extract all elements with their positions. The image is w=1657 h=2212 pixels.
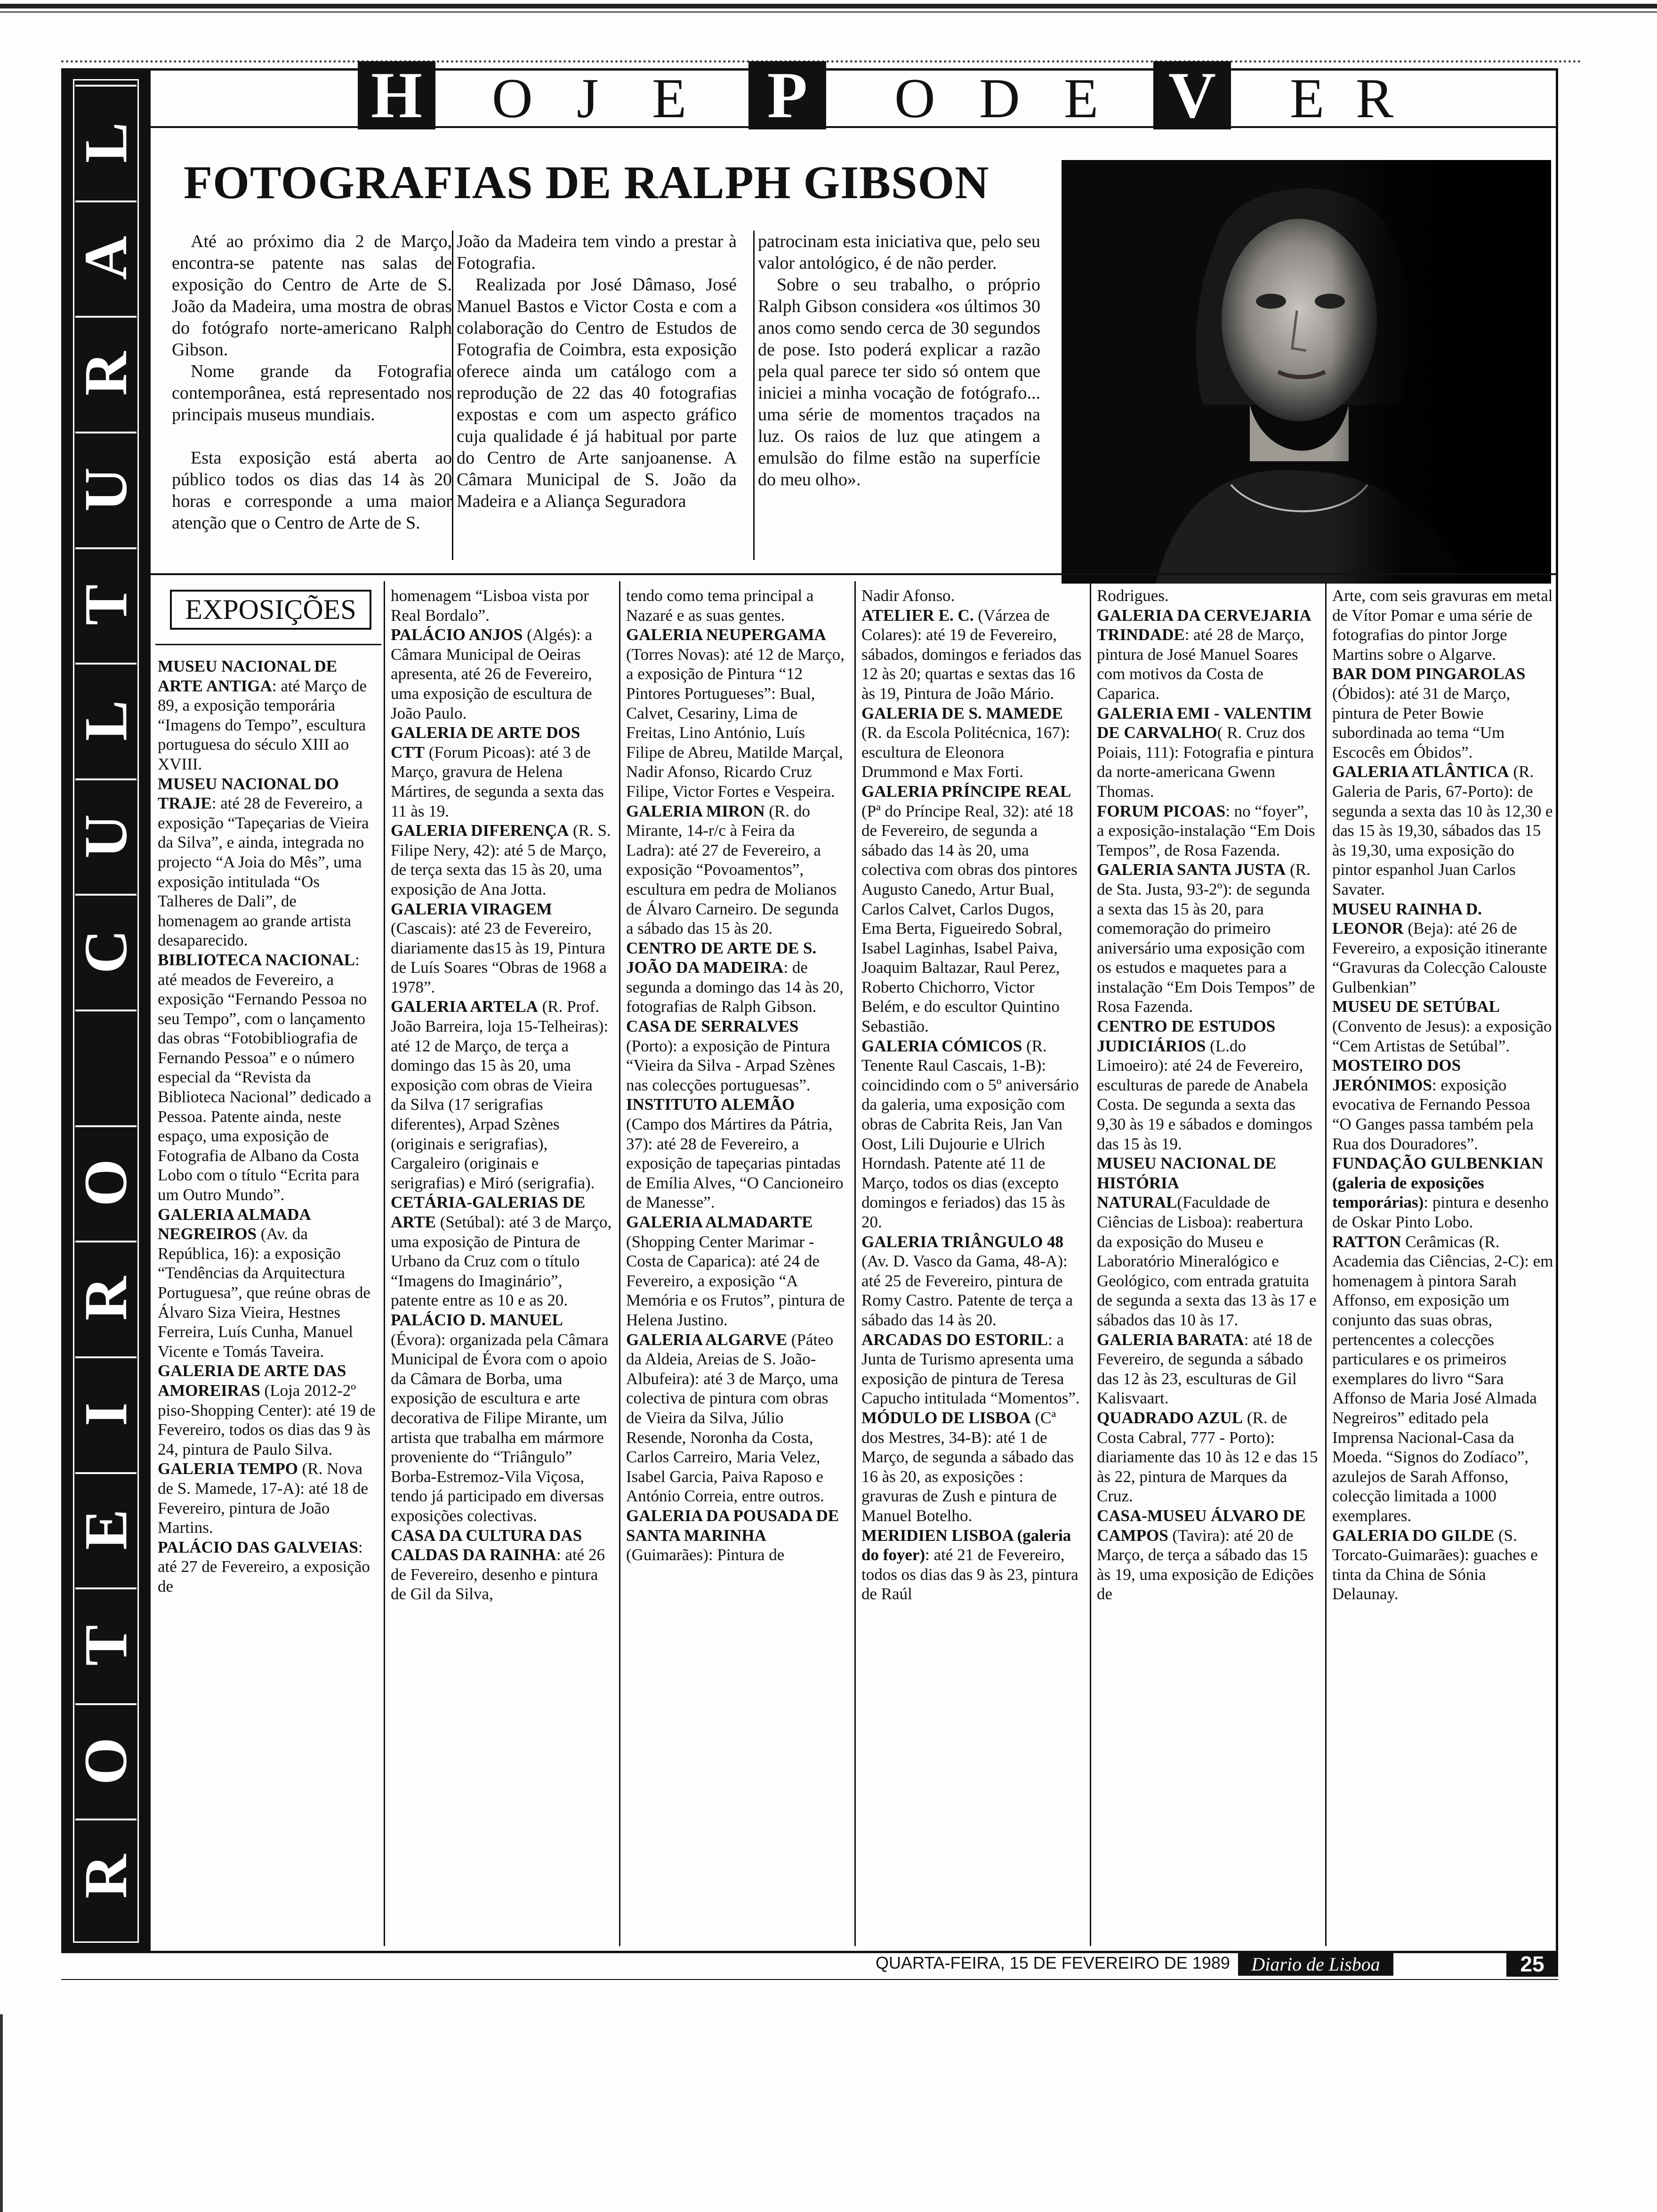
listing-entry — [1097, 1506, 1318, 1604]
paragraph: João da Madeira tem vindo a prestar à Fotografia. — [457, 232, 737, 273]
venue-name: GALERIA ALGARVE — [626, 1330, 788, 1349]
venue-name: PALÁCIO DAS GALVEIAS — [158, 1538, 358, 1556]
listing-text: : exposição evocativa de Fernando Pessoa “O Ganges passa também pela Rua dos Douradores”. — [1332, 1075, 1534, 1153]
listing-text: (R. Nova de S. Mamede, 17-A): até 18 de Fevereiro, pintura de João Martins. — [158, 1459, 369, 1537]
paragraph: Nome grande da Fotografia contemporânea, está representado nos principais museus mundiais. — [172, 361, 452, 425]
listing-entry — [1332, 997, 1553, 1056]
venue-name: GALERIA MIRON — [626, 801, 765, 820]
sidebar-separator — [75, 432, 137, 433]
listing-text: (Setúbal): até 3 de Março, uma exposição de Pintura de Urbano da Cruz com o título “Imagens do Imaginário”, patente entre as 10 e as 20. — [391, 1213, 612, 1310]
listing-entry — [391, 1310, 612, 1526]
listing-text: (L.do Limoeiro): até 24 de Fevereiro, esculturas de parede de Anabela Costa. De segunda a sexta das 9,30 às 19 e sábados e domingos das 15 às 19. — [1097, 1036, 1312, 1153]
listing-text: (R. Prof. João Barreira, loja 15-Telheiras): até 12 de Março, de terça a domingo das 15 às 20, uma exposição com obras de Vieira da Silva (17 serigrafias diferentes), Arpad Szènes (originais e serigrafias), Cargaleiro (originais e serigrafias) e Miró (serigrafia). — [391, 997, 609, 1192]
listing-text: (Tavira): até 20 de Março, de terça a sábado das 15 às 19, uma exposição de Edições de — [1097, 1526, 1314, 1603]
venue-name: PALÁCIO ANJOS — [391, 625, 523, 644]
listing-text: : até Março de 89, a exposição temporária “Imagens do Tempo”, escultura portuguesa do século XIII ao XVIII. — [158, 676, 367, 773]
venue-name: MUSEU RAINHA D. LEONOR — [1332, 899, 1482, 938]
listing-text: Cerâmicas (R. Academia das Ciências, 2-C): em homenagem à pintora Sarah Affonso, em exposição um conjunto das suas obras, pertencentes a colecções particulares e os primeiros exemplares do livro “Sara Affonso de Maria José Almada Negreiros” editado pela Imprensa Nacional-Casa da Moeda. “Signos do Zodíaco”, azulejos de Sarah Affonso, colecção limitada a 1000 exemplares. — [1332, 1232, 1553, 1525]
listing-entry — [1097, 606, 1318, 704]
exposicoes-column — [626, 586, 847, 1565]
listing-text: : até 18 de Fevereiro, de segunda a sábado das 12 às 23, esculturas de Gil Kalisvaart. — [1097, 1330, 1312, 1408]
sidebar-separator — [75, 1356, 137, 1358]
venue-name: MUSEU DE SETÚBAL — [1332, 997, 1500, 1016]
listing-entry — [861, 586, 1083, 606]
exposicoes-heading-text: EXPOSIÇÕES — [170, 590, 371, 630]
listing-entry — [158, 1361, 379, 1459]
venue-name: FORUM PICOAS — [1097, 801, 1226, 820]
listing-entry — [626, 1017, 847, 1095]
sidebar-letter: L — [72, 122, 140, 163]
listing-entry — [626, 1095, 847, 1212]
listing-entry — [861, 1232, 1083, 1330]
header-letter: E — [1290, 67, 1325, 129]
listing-text: (Óbidos): até 31 de Março, pintura de Peter Bowie subordinada ao tema “Um Escocês em Óbidos”. — [1332, 684, 1511, 761]
listing-entry — [861, 1036, 1083, 1232]
sidebar-separator — [75, 1010, 137, 1011]
venue-name: GALERIA ATLÂNTICA — [1332, 762, 1509, 781]
exposicoes-column — [1332, 586, 1553, 1604]
venue-name: GALERIA NEUPERGAMA — [626, 625, 826, 644]
listing-entry — [158, 774, 379, 950]
venue-name: MUSEU NACIONAL DE ARTE ANTIGA — [158, 657, 338, 695]
listing-entry — [391, 1193, 612, 1310]
sidebar-separator — [75, 1819, 137, 1820]
listing-entry — [1097, 860, 1318, 1017]
exposicoes-heading — [160, 586, 381, 633]
masthead-diario-de-lisboa: Diario de Lisboa — [1238, 1952, 1393, 1976]
paragraph: Esta exposição está aberta ao público todos os dias das 14 às 20 horas e corresponde a uma maior atenção que o Centro de Arte de S. — [172, 448, 452, 533]
venue-name: MUSEU NACIONAL DO TRAJE — [158, 774, 339, 813]
listing-text: : até 28 de Fevereiro, a exposição “Tapeçarias de Vieira da Silva”, e ainda, integrada no projecto “A Joia do Mês”, uma exposição intitulada “Os Talheres de Dali”, de homenagem ao grande artista desaparecido. — [158, 794, 369, 950]
listing-entry — [1097, 1154, 1318, 1330]
listing-text: : até 21 de Fevereiro, todos os dias das 9 às 23, pintura de Raúl — [861, 1546, 1078, 1603]
listing-text: (Torres Novas): até 12 de Março, a exposição de Pintura “12 Pintores Portugueses”: Bual, Calvet, Cesariny, Lima de Freitas, Lino António, Luís Filipe de Abreu, Matilde Marçal, Nadir Afonso, Ricardo Cruz Filipe, Victor Fortes e Vespeira. — [626, 645, 845, 801]
venue-name: GALERIA DE S. MAMEDE — [861, 704, 1063, 722]
listing-text: (Pª do Príncipe Real, 32): até 18 de Fevereiro, de segunda a sábado das 14 às 20, uma colectiva com obras dos pintores Augusto Canedo, Artur Bual, Carlos Calvet, Carlos Dugos, Ema Berta, Figueiredo Sobral, Isabel Laginhas, Isabel Paiva, Joaquim Baltazar, Raul Perez, Roberto Chichorro, Victor Belém, e do escultor Quintino Sebastião. — [861, 801, 1078, 1036]
footer-date: QUARTA-FEIRA, 15 DE FEVEREIRO DE 1989 — [876, 1953, 1230, 1972]
listing-entry — [861, 1408, 1083, 1526]
header-boxed-letter: V — [1153, 61, 1231, 129]
listing-entry — [158, 1538, 379, 1596]
venue-name: FUNDAÇÃO GULBENKIAN (galeria de exposições temporárias) — [1332, 1154, 1544, 1212]
header-letter: E — [1064, 67, 1099, 129]
footer-rule — [61, 1979, 1558, 1980]
sidebar-letter: O — [72, 1159, 140, 1207]
venue-name: GALERIA BARATA — [1097, 1330, 1244, 1349]
sidebar-letter: I — [72, 1402, 140, 1426]
venue-name: ATELIER E. C. — [861, 606, 974, 625]
listing-entry — [626, 801, 847, 938]
venue-name: ARCADAS DO ESTORIL — [861, 1330, 1048, 1349]
venue-name: CETÁRIA-GALERIAS DE ARTE — [391, 1193, 586, 1231]
column-rule — [452, 231, 453, 560]
section-divider — [151, 573, 1558, 575]
listing-entry — [391, 899, 612, 997]
sidebar-separator — [75, 1241, 137, 1242]
listing-text: (Cª dos Mestres, 34-B): até 1 de Março, de segunda a sábado das 16 às 20, as exposições : gravuras de Zush e pintura de Manuel Botelho. — [861, 1408, 1074, 1525]
listing-entry — [861, 1526, 1083, 1604]
venue-name: GALERIA DE ARTE DOS CTT — [391, 723, 580, 761]
listing-entry — [391, 586, 612, 625]
listing-text: Rodrigues. — [1097, 586, 1169, 605]
listing-text: (Cascais): até 23 de Fevereiro, diariamente das15 às 19, Pintura de Luís Soares “Obras de 1968 a 1978”. — [391, 919, 607, 996]
listing-entry — [861, 1330, 1083, 1408]
listing-text: tendo como tema principal a Nazaré e as suas gentes. — [626, 586, 814, 625]
sidebar-separator — [75, 547, 137, 549]
venue-name: GALERIA DO GILDE — [1332, 1526, 1495, 1545]
sidebar-separator — [75, 200, 137, 202]
listing-entry — [158, 1205, 379, 1362]
header-letter: E — [652, 67, 687, 129]
venue-name: INSTITUTO ALEMÃO — [626, 1095, 795, 1114]
listing-entry — [391, 625, 612, 723]
top-border — [0, 4, 1657, 8]
venue-name: GALERIA TRIÂNGULO 48 — [861, 1232, 1064, 1251]
listing-text: (Évora): organizada pela Câmara Municipal de Évora com o apoio da Câmara de Borba, uma exposição de escultura e arte decorativa de Filipe Mirante, um artista que trabalha em mármore proveniente do “Triângulo” Borba-Estremoz-Vila Viçosa, tendo já participado em diversas exposições colectivas. — [391, 1330, 609, 1525]
listing-entry — [1332, 1232, 1553, 1526]
column-rule — [854, 581, 856, 1946]
listing-entry — [1097, 586, 1318, 606]
sidebar-separator — [75, 1125, 137, 1127]
listing-entry — [626, 1506, 847, 1565]
listing-text: (Loja 2012-2º piso-Shopping Center): até 19 de Fevereiro, todos os dias das 9 às 24, pintura de Paulo Silva. — [158, 1381, 376, 1459]
listing-text: (R. S. Filipe Nery, 42): até 5 de Março, de terça sexta das 15 às 20, uma exposição de Ana Jotta. — [391, 821, 611, 898]
venue-name: PALÁCIO D. MANUEL — [391, 1310, 563, 1329]
listing-entry — [1332, 1154, 1553, 1232]
listing-entry — [1332, 899, 1553, 997]
header-letter: J — [577, 67, 599, 129]
exposicoes-column — [861, 586, 1083, 1604]
sidebar-letter: R — [72, 1276, 140, 1321]
sidebar-letter: O — [72, 1737, 140, 1785]
listing-entry — [861, 606, 1083, 704]
header-boxed-letter: P — [748, 61, 826, 129]
listing-text: (Porto): a exposição de Pintura “Vieira da Silva - Arpad Szènes nas colecções portuguesas”. — [626, 1036, 835, 1094]
portrait-photo-image — [1062, 160, 1551, 584]
listing-text: : até 27 de Fevereiro, a exposição de — [158, 1538, 370, 1595]
listing-entry — [158, 657, 379, 774]
sidebar-letter: U — [72, 467, 140, 512]
venue-name: CASA DA CULTURA DAS CALDAS DA RAINHA — [391, 1526, 582, 1564]
sidebar-separator — [75, 778, 137, 780]
listing-text: (Várzea de Colares): até 19 de Fevereiro, sábados, domingos e feriados das 12 às 20; quartas e sextas das 16 às 19, Pintura de João Mário. — [861, 606, 1082, 703]
listing-entry — [1332, 1526, 1553, 1604]
sidebar-letter: A — [72, 236, 140, 281]
listing-text: (R. da Escola Politécnica, 167): escultura de Eleonora Drummond e Max Forti. — [861, 723, 1070, 781]
column-rule — [1090, 581, 1091, 1946]
sidebar-separator — [75, 894, 137, 896]
listing-entry — [1332, 1056, 1553, 1154]
listing-entry — [626, 938, 847, 1017]
venue-name: BAR DOM PINGAROLAS — [1332, 665, 1526, 683]
listing-entry — [861, 704, 1083, 782]
portrait-photo — [1062, 160, 1551, 584]
header-letter: O — [492, 67, 533, 129]
listing-entry — [1332, 664, 1553, 762]
listing-text: (Algés): a Câmara Municipal de Oeiras apresenta, até 26 de Fevereiro, uma exposição de escultura de João Paulo. — [391, 625, 593, 722]
listing-text: : até 26 de Fevereiro, desenho e pintura de Gil da Silva, — [391, 1546, 605, 1603]
sidebar-separator — [75, 1703, 137, 1705]
listing-entry — [1097, 704, 1318, 801]
listing-text: : a Junta de Turismo apresenta uma exposição de pintura de Teresa Capucho intitulada “Momentos”. — [861, 1330, 1080, 1408]
listing-entry — [1097, 1017, 1318, 1154]
listing-entry — [626, 1212, 847, 1330]
article-column-3 — [758, 231, 1040, 490]
listing-text: : até 28 de Março, pintura de José Manuel Soares com motivos da Costa de Caparica. — [1097, 625, 1304, 703]
venue-name: CENTRO DE ARTE DE S. JOÃO DA MADEIRA — [626, 938, 817, 977]
venue-name: MOSTEIRO DOS JERÓNIMOS — [1332, 1056, 1461, 1094]
venue-name: CENTRO DE ESTUDOS JUDICIÁRIOS — [1097, 1017, 1276, 1055]
listing-entry — [158, 950, 379, 1205]
listing-entry — [626, 1330, 847, 1506]
venue-name: GALERIA DE ARTE DAS AMOREIRAS — [158, 1362, 346, 1400]
sidebar-letter: E — [72, 1509, 140, 1550]
listing-text: homenagem “Lisboa vista por Real Bordalo”. — [391, 586, 589, 625]
exposicoes-column — [391, 586, 612, 1604]
venue-name: GALERIA ARTELA — [391, 997, 538, 1016]
venue-name: CASA-MUSEU ÁLVARO DE CAMPOS — [1097, 1506, 1306, 1545]
header-letter: D — [979, 67, 1020, 129]
column-rule — [384, 581, 385, 1946]
column-rule — [753, 231, 755, 560]
venue-name: BIBLIOTECA NACIONAL — [158, 950, 355, 969]
sidebar-letter: T — [72, 584, 140, 625]
listing-text: : de segunda a domingo das 14 às 20, fotografias de Ralph Gibson. — [626, 958, 844, 1016]
venue-name: QUADRADO AZUL — [1097, 1408, 1243, 1427]
listing-text: (Faculdade de Ciências de Lisboa): reabertura da exposição do Museu e Laboratório Mineralógico e Geológico, com entrada gratuita de segunda a sexta das 13 às 17 e sábados das 10 às 17. — [1097, 1193, 1317, 1329]
sidebar-letter — [73, 1010, 139, 1125]
exposicoes-column — [158, 657, 379, 1596]
article-column-2 — [457, 231, 737, 512]
listing-text: Arte, com seis gravuras em metal de Vítor Pomar e uma série de fotografias do pintor Jorge Martins sobre o Algarve. — [1332, 586, 1553, 664]
sidebar-letter: L — [72, 700, 140, 741]
listing-text: (S. Torcato-Guimarães): guaches e tinta da China de Sónia Delaunay. — [1332, 1526, 1538, 1603]
listing-entry — [1097, 1408, 1318, 1506]
venue-name: GALERIA TEMPO — [158, 1459, 298, 1478]
column-rule — [619, 581, 620, 1946]
listing-entry — [1097, 801, 1318, 860]
venue-name: GALERIA ALMADA NEGREIROS — [158, 1205, 310, 1243]
listing-text: : no “foyer”, a exposição-instalação “Em Dois Tempos”, de Rosa Fazenda. — [1097, 801, 1315, 859]
venue-name: GALERIA PRÍNCIPE REAL — [861, 782, 1071, 801]
listing-entry — [391, 1526, 612, 1604]
listing-text: : até meados de Fevereiro, a exposição “Fernando Pessoa no seu Tempo”, com o lançamento das obras “Fotobibliografia de Fernando Pessoa” e o número especial da “Revista da Biblioteca Nacional” dedicado a Pessoa. Patente ainda, neste espaço, uma exposição de Fotografia de Albano da Costa Lobo com o título “Ecrita para um Outro Mundo”. — [158, 950, 371, 1204]
venue-name: GALERIA ALMADARTE — [626, 1213, 813, 1231]
venue-name: GALERIA DIFERENÇA — [391, 821, 569, 840]
listing-text: (Forum Picoas): até 3 de Março, gravura de Helena Mártires, de segunda a sexta das 11 às 19. — [391, 743, 604, 820]
exposicoes-column — [1097, 586, 1318, 1604]
sidebar-separator — [75, 663, 137, 665]
sidebar-letter: R — [72, 1854, 140, 1899]
sidebar-letter: C — [72, 930, 140, 974]
venue-name: MÓDULO DE LISBOA — [861, 1408, 1031, 1427]
header-letter: R — [1356, 67, 1394, 129]
listing-text: ( R. Cruz dos Poiais, 111): Fotografia e pintura da norte-americana Gwenn Thomas. — [1097, 723, 1314, 801]
venue-name: RATTON — [1332, 1232, 1401, 1251]
listing-text: (Shopping Center Marimar - Costa de Caparica): até 24 de Fevereiro, a exposição “A Memória e os Frutos”, pintura de Helena Justino. — [626, 1232, 845, 1329]
venue-name: GALERIA VIRAGEM — [391, 899, 552, 918]
paragraph: Sobre o seu trabalho, o próprio Ralph Gibson considera «os últimos 30 anos como sendo cerca de 30 segundos de pose. Isto poderá explicar a razão pela qual parece ter sido só ontem que iniciei a minha vocação de fotógrafo... uma série de momentos traçados na luz. Os raios de luz que atingem a emulsão do filme estão na superfície do meu olho». — [758, 275, 1040, 489]
venue-name: GALERIA EMI - VALENTIM DE CARVALHO — [1097, 704, 1312, 742]
listing-entry — [861, 782, 1083, 1036]
venue-name: MERIDIEN LISBOA (galeria do foyer) — [861, 1526, 1071, 1564]
listing-entry — [158, 1459, 379, 1537]
sidebar-letter: U — [72, 814, 140, 858]
sidebar-separator — [75, 1472, 137, 1474]
listing-text: (R. de Sta. Justa, 93-2º): de segunda a sexta das 15 às 20, para comemoração do primeiro aniversário uma exposição com os estudos e maquetes para a instalação “Em Dois Tempos” de Rosa Fazenda. — [1097, 860, 1315, 1016]
sidebar-separator — [75, 1587, 137, 1589]
listing-text: (Av. da República, 16): a exposição “Tendências da Arquitectura Portuguesa”, que reúne obras de Álvaro Siza Vieira, Hestnes Ferreira, Luís Cunha, Manuel Vicente e Tomás Taveira. — [158, 1225, 370, 1361]
listing-text: (R. de Costa Cabral, 777 - Porto): diariamente das 10 às 12 e das 15 às 22, pintura de Marques da Cruz. — [1097, 1408, 1318, 1506]
listing-text: (Páteo da Aldeia, Areias de S. João-Albufeira): até 3 de Março, uma colectiva de pintura com obras de Vieira da Silva, Júlio Resende, Noronha da Costa, Carlos Carreiro, Maria Velez, Isabel Garcia, Paiva Raposo e António Correia, entre outros. — [626, 1330, 838, 1506]
paragraph: Até ao próximo dia 2 de Março, encontra-se patente nas salas de exposição do Centro de Arte de S. João da Madeira, uma mostra de obras do fotógrafo norte-americano Ralph Gibson. — [172, 232, 452, 360]
listing-text: (Av. D. Vasco da Gama, 48-A): até 25 de Fevereiro, pintura de Romy Castro. Patente de terça a sábado das 14 às 20. — [861, 1252, 1073, 1329]
listing-entry — [1332, 586, 1553, 664]
venue-name: CASA DE SERRALVES — [626, 1017, 799, 1036]
column-rule — [1325, 581, 1327, 1946]
listing-entry — [391, 723, 612, 821]
header-boxed-letter: H — [358, 61, 435, 129]
listing-text: (Guimarães): Pintura de — [626, 1546, 785, 1564]
venue-name: GALERIA SANTA JUSTA — [1097, 860, 1286, 879]
listing-entry — [1097, 1330, 1318, 1408]
listing-text: Nadir Afonso. — [861, 586, 955, 605]
listing-text: (Campo dos Mártires da Pátria, 37): até 28 de Fevereiro, a exposição de tapeçarias pintadas de Emília Alves, “O Cancioneiro de Manesse”. — [626, 1115, 844, 1212]
header-letter: O — [894, 67, 935, 129]
venue-name: GALERIA DA CERVEJARIA TRINDADE — [1097, 606, 1311, 644]
sidebar-separator — [75, 85, 137, 87]
article-column-1 — [172, 231, 452, 534]
paragraph: Realizada por José Dâmaso, José Manuel Bastos e Victor Costa e com a colaboração do Centro de Estudos de Fotografia de Coimbra, esta exposição oferece ainda um catálogo com a reprodução de 22 das 40 fotografias expostas e com um aspecto gráfico cuja qualidade é já habitual por parte do Centro de Arte sanjoanense. A Câmara Municipal de S. João da Madeira e a Aliança Seguradora — [457, 275, 737, 511]
listing-entry — [626, 586, 847, 625]
listing-text: (R. Galeria de Paris, 67-Porto): de segunda a sexta das 10 às 12,30 e das 15 às 19,30, sábados das 15 às 19,30, uma exposição do pintor espanhol Juan Carlos Savater. — [1332, 762, 1553, 898]
venue-name: MUSEU NACIONAL DE HISTÓRIA NATURAL — [1097, 1154, 1277, 1212]
listing-text: (Beja): até 26 de Fevereiro, a exposição itinerante “Gravuras da Colecção Calouste Gulbenkian” — [1332, 919, 1547, 996]
listing-text: (R. Tenente Raul Cascais, 1-B): coincidindo com o 5º aniversário da galeria, uma exposição com obras de Cabrita Reis, Jan Van Oost, Lili Dujourie e Ulrich Horndash. Patente até 11 de Março, todos os dias (excepto domingos e feriados) das 15 às 20. — [861, 1036, 1079, 1231]
listing-entry — [391, 997, 612, 1193]
paragraph: patrocinam esta iniciativa que, pelo seu valor antológico, é de não perder. — [758, 232, 1040, 273]
listing-text: (Convento de Jesus): a exposição “Cem Artistas de Setúbal”. — [1332, 1017, 1552, 1055]
listing-entry — [1332, 762, 1553, 899]
page-number: 25 — [1506, 1951, 1558, 1977]
listing-text: (R. do Mirante, 14-r/c à Feira da Ladra): até 27 de Fevereiro, a exposição “Povoamentos”, escultura em pedra de Molianos de Álvaro Carneiro. De segunda a sábado das 15 às 20. — [626, 801, 839, 938]
sidebar-separator — [75, 316, 137, 318]
venue-name: GALERIA CÓMICOS — [861, 1036, 1022, 1055]
listing-entry — [626, 625, 847, 801]
top-border-thin — [0, 11, 1657, 13]
heading-underline — [155, 644, 381, 645]
scan-edge — [0, 2014, 3, 2212]
venue-name: GALERIA DA POUSADA DE SANTA MARINHA — [626, 1506, 839, 1545]
sidebar-letter: T — [72, 1625, 140, 1666]
listing-entry — [391, 821, 612, 899]
article-title: FOTOGRAFIAS DE RALPH GIBSON — [184, 156, 989, 208]
listing-text: : pintura e desenho de Oskar Pinto Lobo. — [1332, 1193, 1549, 1231]
sidebar-letter: R — [72, 352, 140, 396]
